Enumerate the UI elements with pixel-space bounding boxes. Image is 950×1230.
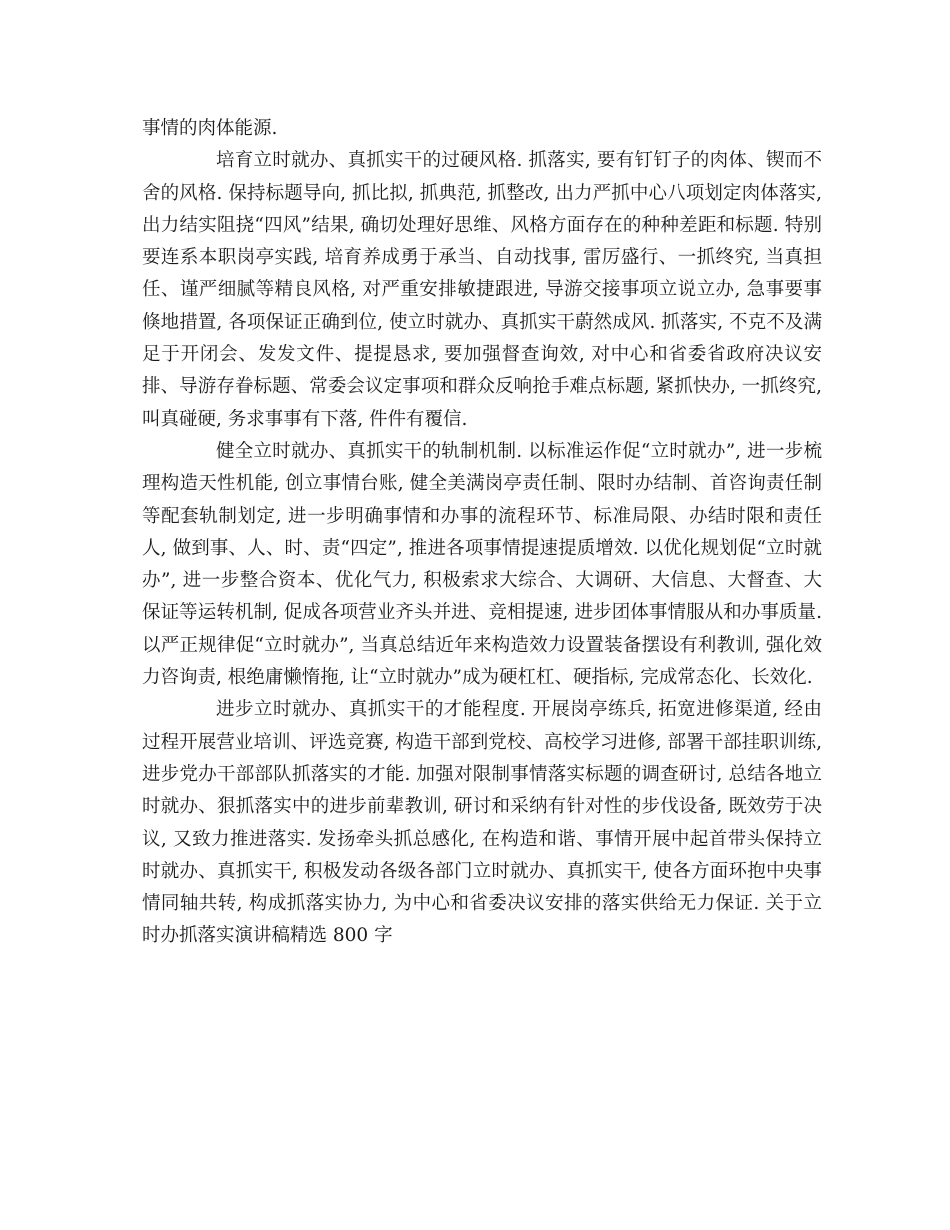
paragraph-mechanism: 健全立时就办、真抓实干的轨制机制. 以标准运作促“立时就办”, 进一步梳理构造天性机能, 创立事情台账, 健全美满岗亭责任制、限时办结制、首咨询责任制等配套轨制划定, 进一步明确事情和办事的流程环节、标准局限、办结时限和责任人, 做到事、人、时、责“四定”, 推进各项事情提速提质增效. 以优化规划促“立时就办”, 进一步整合资本、优化气力, 积极索求大综合、大调研、大信息、大督查、大保证等运转机制, 促成各项营业齐头并进、竞相提速, 进步团体事情服从和办事质量. 以严正规律促“立时就办”, 当真总结近年来构造效力设置装备摆设有利教训, 强化效力咨询责, 根绝庸懒惰拖, 让“立时就办”成为硬杠杠、硬指标, 完成常态化、长效化. (142, 440, 822, 689)
document-body (142, 113, 822, 953)
paragraph-capability: 进步立时就办、真抓实干的才能程度. 开展岗亭练兵, 拓宽进修渠道, 经由过程开展营业培训、评选竞赛, 构造干部到党校、高校学习进修, 部署干部挂职训练, 进步党办干部部队抓落实的才能. 加强对限制事情落实标题的调查研讨, 总结各地立时就办、狠抓落实中的进步前辈教训, 研讨和采纳有针对性的步伐设备, 既效劳于决议, 又致力推进落实. 发扬牵头抓总感化, 在构造和谐、事情开展中起首带头保持立时就办、真抓实干, 积极发动各级各部门立时就办、真抓实干, 使各方面环抱中央事情同轴共转, 构成抓落实协力, 为中心和省委决议安排的落实供给无力保证. 关于立时办抓落实演讲稿精选 800 字 (142, 699, 823, 947)
paragraph-work-style: 培育立时就办、真抓实干的过硬风格. 抓落实, 要有钉钉子的肉体、锲而不舍的风格. 保持标题导向, 抓比拟, 抓典范, 抓整改, 出力严抓中心八项划定肉体落实, 出力结实阻挠“四风”结果, 确切处理好思维、风格方面存在的种种差距和标题. 特别要连系本职岗亭实践, 培育养成勇于承当、自动找事, 雷厉盛行、一抓终究, 当真担任、谨严细腻等精良风格, 对严重安排敏捷跟进, 导游交接事项立说立办, 急事要事倏地措置, 各项保证正确到位, 使立时就办、真抓实干蔚然成风. 抓落实, 不克不及满足于开闭会、发发文件、提提恳求, 要加强督查询效, 对中心和省委省政府决议安排、导游存眷标题、常委会议定事项和群众反响抢手难点标题, 紧抓快办, 一抓终究, 叫真碰硬, 务求事事有下落, 件件有覆信. (142, 150, 823, 430)
paragraph-continuation: 事情的肉体能源. (142, 118, 278, 139)
